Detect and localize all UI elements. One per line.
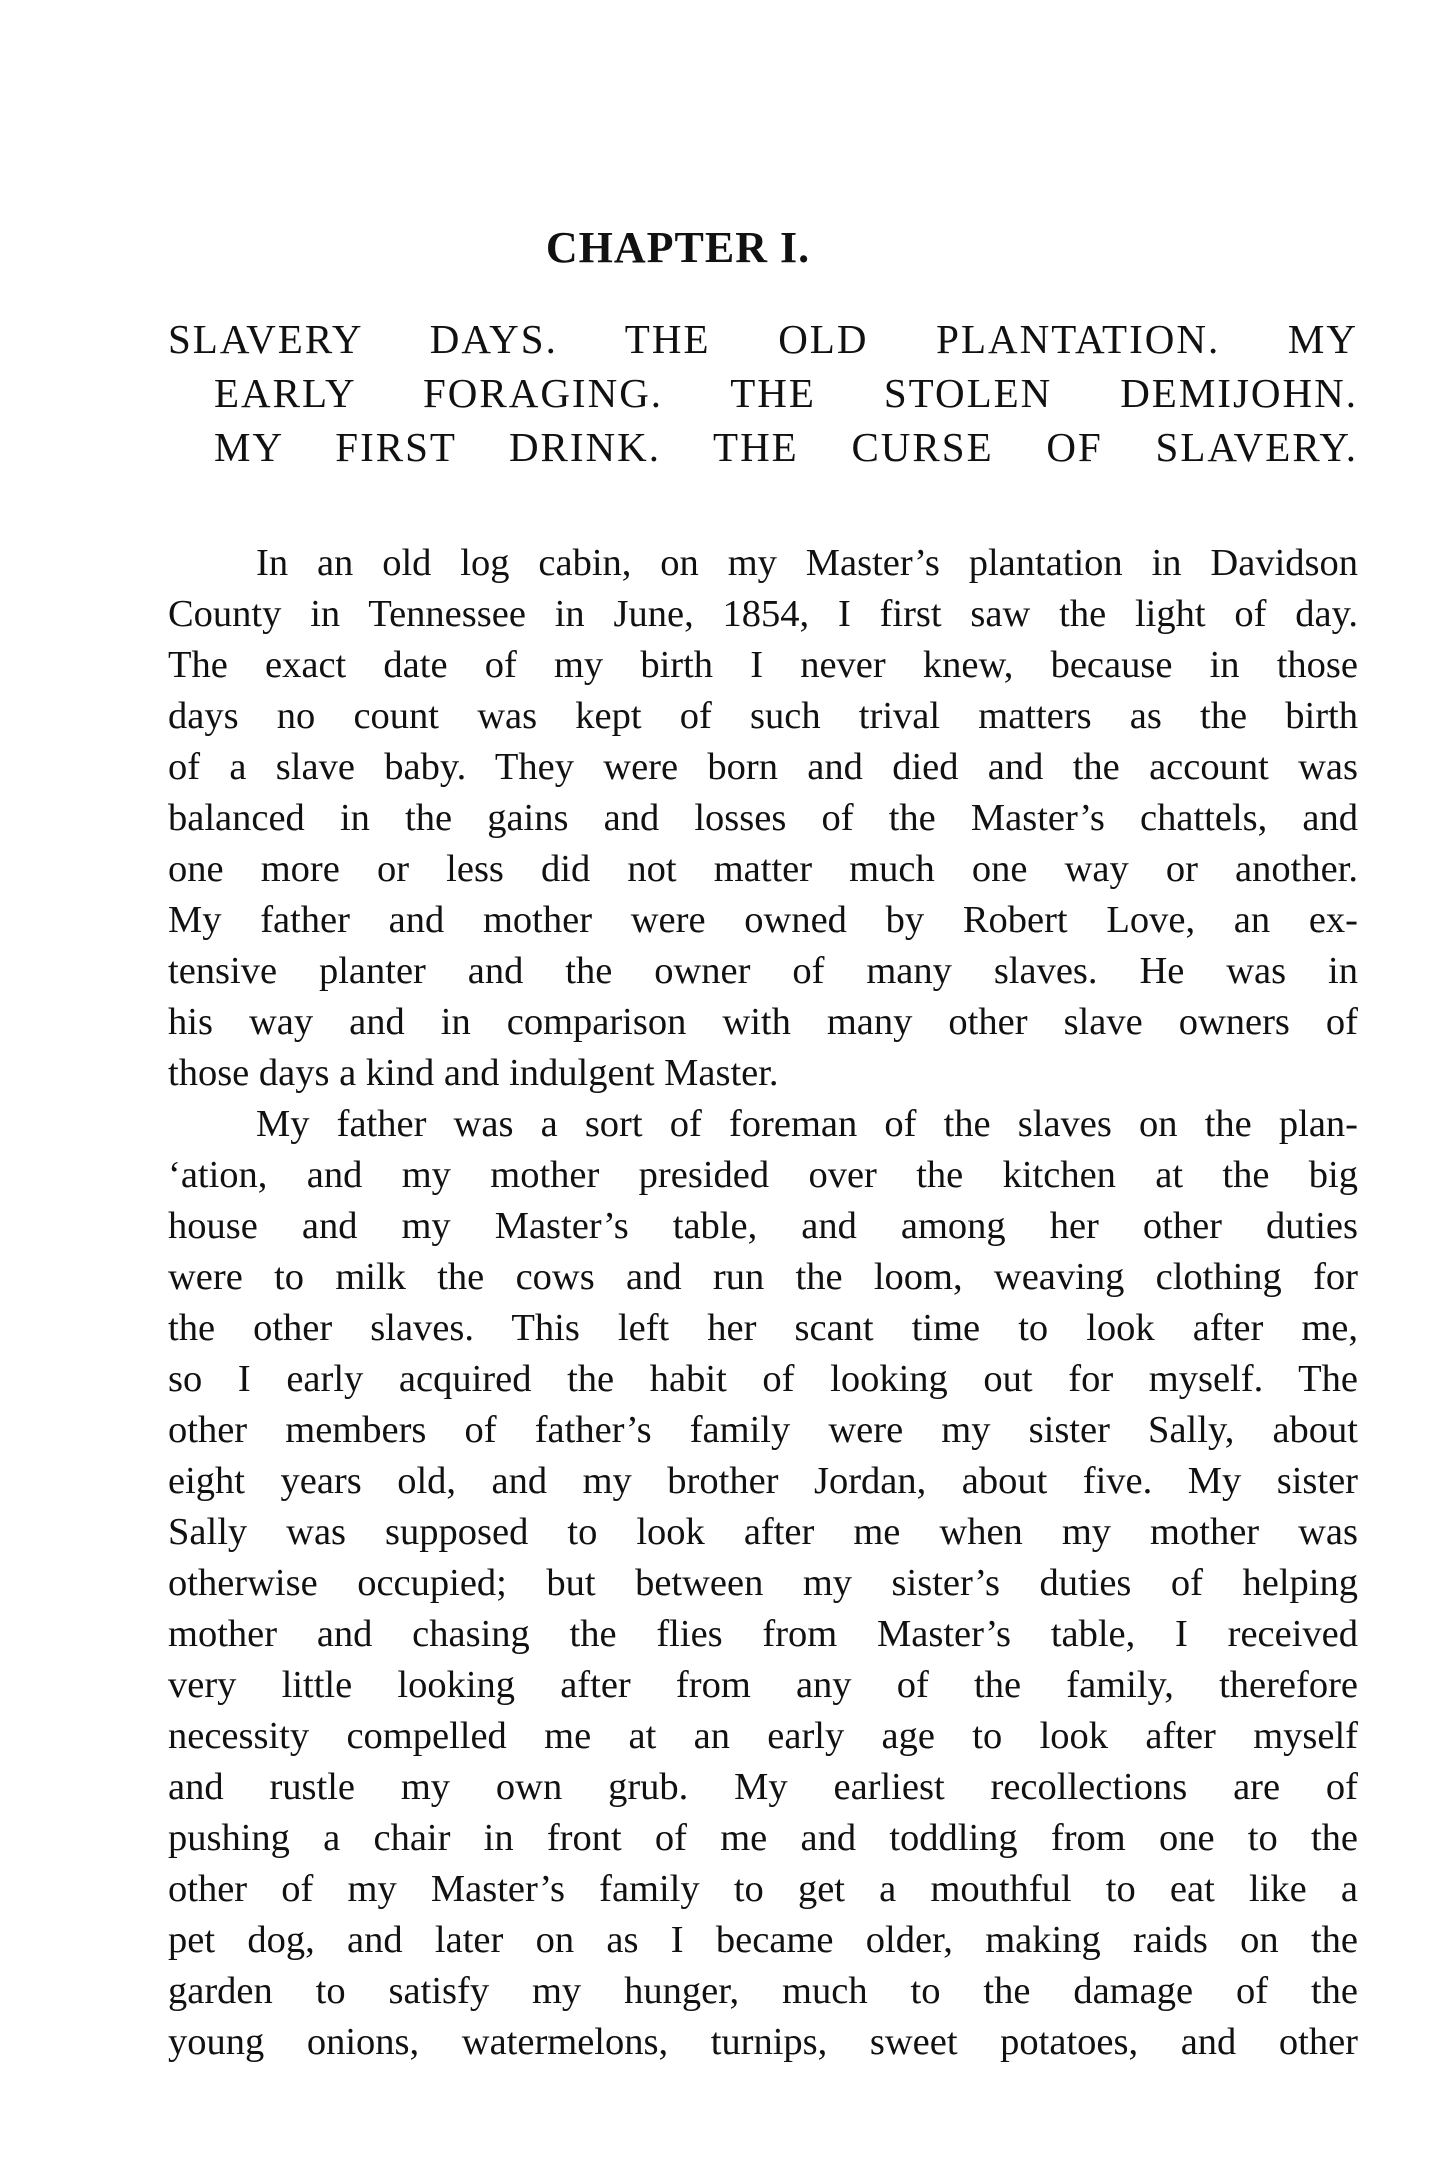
text-line: one more or less did not matter much one way or another. [168,848,1358,890]
text-line: eight years old, and my brother Jordan, about five. My sister [168,1460,1358,1502]
summary-line: SLAVERY DAYS. THE OLD PLANTATION. MY [168,316,1358,362]
text-line: County in Tennessee in June, 1854, I first saw the light of day. [168,593,1358,635]
text-line: Sally was supposed to look after me when my mother was [168,1511,1358,1553]
text-line: pet dog, and later on as I became older, making raids on the [168,1919,1358,1961]
text-line: and rustle my own grub. My earliest recollections are of [168,1766,1358,1808]
chapter-title: CHAPTER I. [545,223,811,272]
text-line: tensive planter and the owner of many slaves. He was in [168,950,1358,992]
text-line: mother and chasing the flies from Master’s table, I received [168,1613,1358,1655]
text-line: The exact date of my birth I never knew, because in those [168,644,1358,686]
text-line: In an old log cabin, on my Master’s plantation in Davidson [256,542,1358,584]
text-line: pushing a chair in front of me and toddling from one to the [168,1817,1358,1859]
text-line: balanced in the gains and losses of the Master’s chattels, and [168,797,1358,839]
summary-line: EARLY FORAGING. THE STOLEN DEMIJOHN. [214,370,1358,416]
text-line: of a slave baby. They were born and died and the account was [168,746,1358,788]
text-line: those days a kind and indulgent Master. [168,1052,779,1094]
text-line: his way and in comparison with many other slave owners of [168,1001,1358,1043]
text-line: were to milk the cows and run the loom, weaving clothing for [168,1256,1358,1298]
chapter-summary [168,312,1358,474]
text-line: other members of father’s family were my sister Sally, about [168,1409,1358,1451]
text-line: otherwise occupied; but between my sister’s duties of helping [168,1562,1358,1604]
text-line: so I early acquired the habit of looking out for myself. The [168,1358,1358,1400]
text-line: the other slaves. This left her scant time to look after me, [168,1307,1358,1349]
text-line: other of my Master’s family to get a mouthful to eat like a [168,1868,1358,1910]
text-line: My father was a sort of foreman of the slaves on the plan- [256,1103,1358,1145]
text-line: young onions, watermelons, turnips, sweet potatoes, and other [168,2021,1358,2063]
text-line: ‘ation, and my mother presided over the kitchen at the big [168,1154,1358,1196]
text-line: days no count was kept of such trival matters as the birth [168,695,1358,737]
text-line: My father and mother were owned by Robert Love, an ex- [168,899,1358,941]
text-line: house and my Master’s table, and among her other duties [168,1205,1358,1247]
text-line: necessity compelled me at an early age to look after myself [168,1715,1358,1757]
body-text [168,538,1358,2068]
text-line: very little looking after from any of the family, therefore [168,1664,1358,1706]
text-line: garden to satisfy my hunger, much to the damage of the [168,1970,1358,2012]
summary-line: MY FIRST DRINK. THE CURSE OF SLAVERY. [214,424,1358,470]
